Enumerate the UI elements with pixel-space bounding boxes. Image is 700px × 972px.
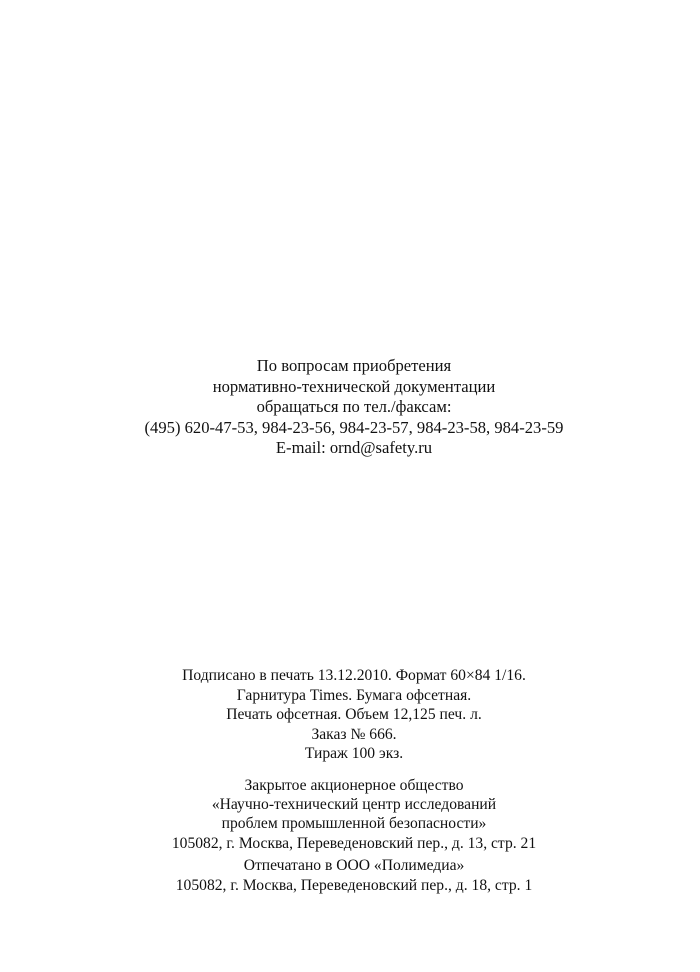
publisher-block xyxy=(0,776,700,853)
contact-line: нормативно-технической документации xyxy=(212,376,496,396)
imprint-line: Печать офсетная. Объем 12,125 печ. л. xyxy=(226,706,482,723)
imprint-line: Гарнитура Times. Бумага офсетная. xyxy=(236,686,472,704)
contact-line: обращаться по тел./факсам: xyxy=(256,397,452,417)
publisher-line: Закрытое акционерное общество xyxy=(244,777,464,794)
publisher-address: 105082, г. Москва, Переведеновский пер., д. 13, стр. 21 xyxy=(171,834,537,852)
printer-address: 105082, г. Москва, Переведеновский пер., д. 18, стр. 1 xyxy=(175,877,533,894)
publisher-line: «Научно-технический центр исследований xyxy=(211,796,497,814)
printer-block xyxy=(0,856,700,896)
printer-line: Отпечатано в ООО «Полимедиа» xyxy=(243,857,465,874)
email-line: E-mail: ornd@safety.ru xyxy=(275,438,433,458)
contact-info-block xyxy=(0,356,700,459)
imprint-block xyxy=(0,666,700,764)
imprint-line: Подписано в печать 13.12.2010. Формат 60×84 1/16. xyxy=(182,667,526,684)
phone-numbers: (495) 620-47-53, 984-23-56, 984-23-57, 984-23-58, 984-23-59 xyxy=(144,417,564,437)
contact-line: По вопросам приобретения xyxy=(256,356,452,375)
imprint-line: Заказ № 666. xyxy=(311,725,397,743)
publisher-line: проблем промышленной безопасности» xyxy=(221,815,487,833)
imprint-line: Тираж 100 экз. xyxy=(304,745,404,762)
